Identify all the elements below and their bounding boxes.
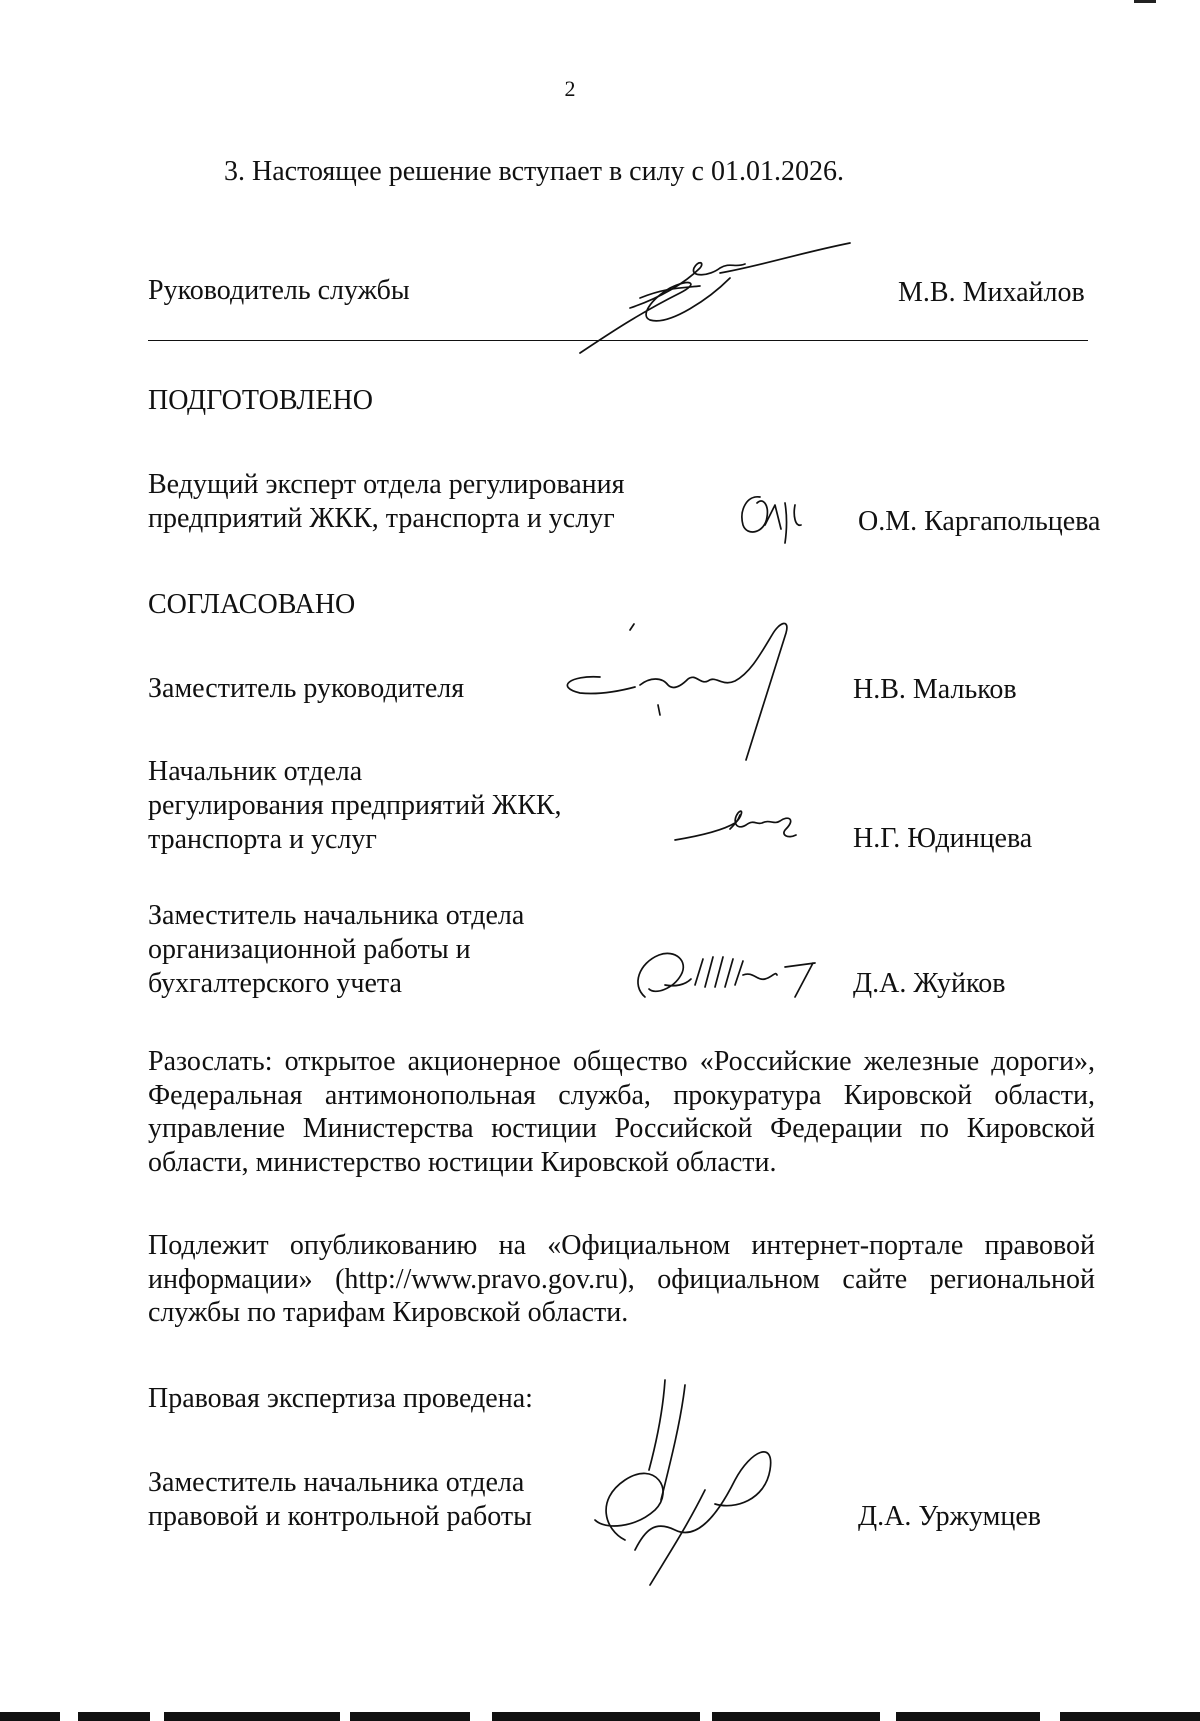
signer-3-name: Д.А. Жуйков [853,968,1006,999]
signature-rule [148,340,1088,341]
signer-2-position-line-1: Начальник отдела [148,756,363,787]
signer-1-position-line-1: Заместитель руководителя [148,673,465,704]
signer-1-name: Н.В. Мальков [853,674,1017,705]
page-number: 2 [564,76,576,101]
legal-review-position-line-1: Заместитель начальника отдела [148,1467,525,1498]
head-name: М.В. Михайлов [898,277,1085,308]
distribution-list: Разослать: открытое акционерное общество «Российские железные дороги», Федеральная антимонопольная служба, прокуратура Кировской области, управление Министерства юстиции Российской Федерации по Кировской области, министерство юстиции Кировской области. [148,1046,1095,1178]
scan-edge-marks [0,1710,1200,1721]
head-position: Руководитель службы [148,275,410,306]
signer-3-position-line-2: организационной работы и [148,934,471,965]
scan-mark [1134,0,1156,3]
clause-3: 3. Настоящее решение вступает в силу с 01.01.2026. [224,156,844,187]
signer-2-position-line-2: регулирования предприятий ЖКК, [148,790,562,821]
signature-signer-3 [625,945,845,1005]
prepared-heading: ПОДГОТОВЛЕНО [148,385,373,416]
signature-legal-review [565,1380,795,1590]
legal-review-heading: Правовая экспертиза проведена: [148,1383,533,1414]
signer-2-name: Н.Г. Юдинцева [853,823,1033,854]
legal-review-position-line-2: правовой и контрольной работы [148,1501,532,1532]
signature-prepared [735,485,815,555]
signature-signer-2 [670,795,820,855]
signer-3-position-line-1: Заместитель начальника отдела [148,900,525,931]
prepared-position-line-2: предприятий ЖКК, транспорта и услуг [148,503,615,534]
publication-note: Подлежит опубликованию на «Официальном интернет-портале правовой информации» (http://www.pravo.gov.ru), официальном сайте региональной службы по тарифам Кировской области. [148,1230,1095,1328]
signer-3-position-line-3: бухгалтерского учета [148,968,402,999]
agreed-heading: СОГЛАСОВАНО [148,589,356,620]
signature-signer-1 [550,615,850,765]
legal-review-name: Д.А. Уржумцев [858,1501,1042,1532]
prepared-name: О.М. Каргапольцева [858,506,1101,537]
prepared-position-line-1: Ведущий эксперт отдела регулирования [148,469,625,500]
signer-2-position-line-3: транспорта и услуг [148,824,377,855]
